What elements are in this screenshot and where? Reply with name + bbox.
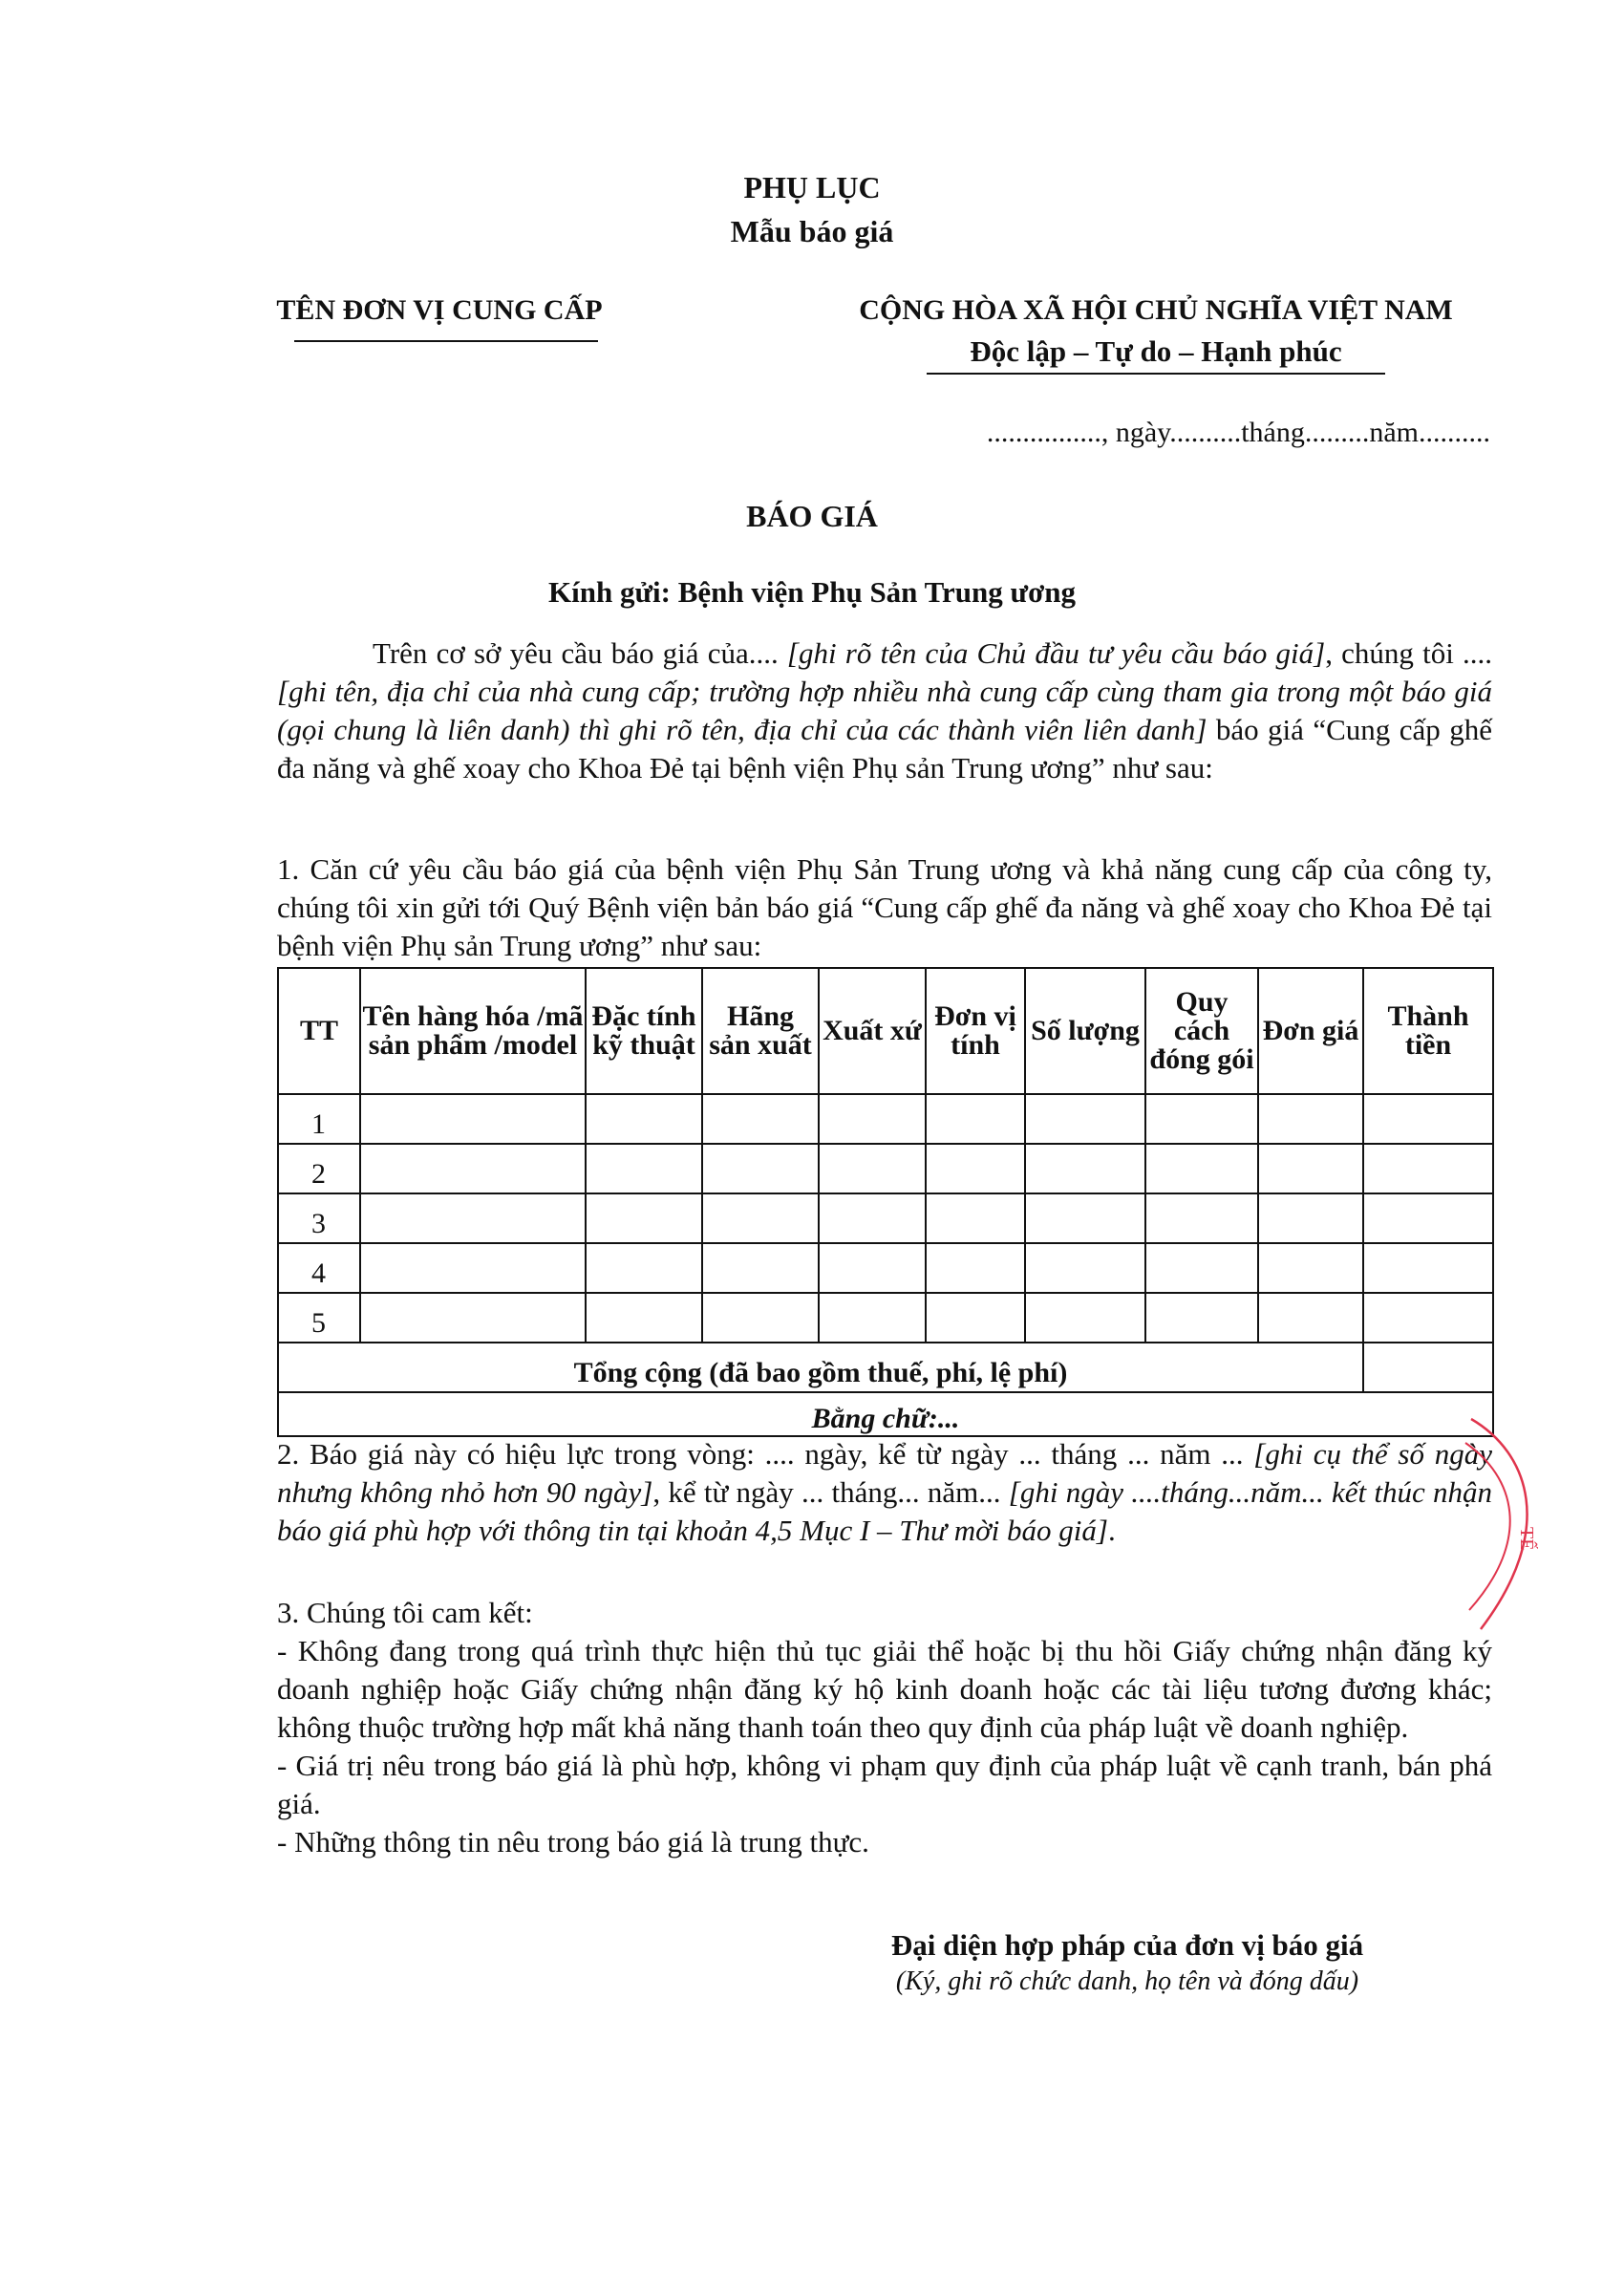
cell (1145, 1293, 1258, 1343)
seal-inner-arc (1465, 1443, 1510, 1610)
cell (819, 1293, 926, 1343)
cell (586, 1144, 702, 1193)
section-2-paragraph (277, 1435, 1492, 1550)
table-row (278, 1144, 1493, 1193)
cell (926, 1293, 1025, 1343)
section-2-text-3: . (1107, 1514, 1116, 1547)
document-title: BÁO GIÁ (746, 499, 878, 533)
intro-text-1: Trên cơ sở yêu cầu báo giá của.... (373, 636, 787, 670)
table-row (278, 1193, 1493, 1243)
cell (926, 1243, 1025, 1293)
date-line: ................, ngày..........tháng.........năm.......... (986, 417, 1490, 448)
cell (1363, 1193, 1493, 1243)
seal-text: TẾ (1516, 1527, 1537, 1551)
table-header-row (278, 968, 1493, 1094)
cell (926, 1094, 1025, 1144)
intro-text-3: báo giá “Cung cấp ghế đa năng và ghế xoay cho Khoa Đẻ tại bệnh viện Phụ sản Trung ương” như sau: (277, 713, 1492, 784)
commitment-item: - Giá trị nêu trong báo giá là phù hợp, không vi phạm quy định của pháp luật về cạnh tranh, bán phá giá. (277, 1749, 1492, 1820)
supplier-name: TÊN ĐƠN VỊ CUNG CẤP (276, 294, 603, 326)
total-amount-cell (1363, 1343, 1493, 1392)
section-2-text-1: 2. Báo giá này có hiệu lực trong vòng: .... ngày, kể từ ngày ... tháng ... năm ... (277, 1437, 1254, 1471)
cell (702, 1094, 819, 1144)
intro-note-2: [ghi tên, địa chỉ của nhà cung cấp; trường hợp nhiều nhà cung cấp cùng tham gia trong một báo giá (gọi chung là liên danh) thì ghi rõ tên, địa chỉ của các thành viên liên danh] (277, 675, 1492, 746)
row-number: 2 (278, 1144, 360, 1193)
section-2-note-2: [ghi ngày ....tháng...năm... kết thúc nhận báo giá phù hợp với thông tin tại khoản 4,5 Mục I – Thư mời báo giá] (277, 1475, 1492, 1547)
cell (1363, 1243, 1493, 1293)
intro-paragraph (277, 634, 1492, 787)
row-number: 5 (278, 1293, 360, 1343)
section-1-paragraph: 1. Căn cứ yêu cầu báo giá của bệnh viện Phụ Sản Trung ương và khả năng cung cấp của công ty, chúng tôi xin gửi tới Quý Bệnh viện bản báo giá “Cung cấp ghế đa năng và ghế xoay cho Khoa Đẻ tại bệnh viện Phụ sản Trung ương” như sau: (277, 852, 1492, 962)
cell (1025, 1293, 1145, 1343)
header-amount: Thành tiền (1363, 968, 1493, 1094)
section-2-note-1: [ghi cụ thể số ngày nhưng không nhỏ hơn 90 ngày] (277, 1437, 1492, 1509)
table-row (278, 1293, 1493, 1343)
cell (702, 1243, 819, 1293)
cell (360, 1243, 586, 1293)
row-number: 3 (278, 1193, 360, 1243)
appendix-subtitle: Mẫu báo giá (730, 214, 894, 248)
cell (1258, 1193, 1363, 1243)
cell (1025, 1144, 1145, 1193)
cell (1258, 1144, 1363, 1193)
cell (1025, 1193, 1145, 1243)
cell (586, 1193, 702, 1243)
cell (702, 1293, 819, 1343)
cell (1363, 1144, 1493, 1193)
header-quantity: Số lượng (1025, 968, 1145, 1094)
signer-title: Đại diện hợp pháp của đơn vị báo giá (890, 1928, 1364, 1962)
cell (702, 1193, 819, 1243)
commitment-item: - Không đang trong quá trình thực hiện thủ tục giải thể hoặc bị thu hồi Giấy chứng nhận đăng ký doanh nghiệp hoặc Giấy chứng nhận đăng ký hộ kinh doanh hoặc các tài liệu tương đương khác; không thuộc trường hợp mất khả năng thanh toán theo quy định của pháp luật về doanh nghiệp. (277, 1634, 1492, 1744)
section-2-text-2: , kể từ ngày ... tháng... năm... (652, 1475, 1009, 1509)
header-packing: Quy cách đóng gói (1145, 968, 1258, 1094)
cell (1025, 1094, 1145, 1144)
header-unit: Đơn vị tính (926, 968, 1025, 1094)
intro-note-1: [ghi rõ tên của Chủ đầu tư yêu cầu báo giá] (786, 636, 1326, 670)
signer-note: (Ký, ghi rõ chức danh, họ tên và đóng dấu) (895, 1966, 1359, 1996)
commitment-item: - Những thông tin nêu trong báo giá là trung thực. (277, 1825, 869, 1859)
cell (926, 1144, 1025, 1193)
cell (360, 1144, 586, 1193)
cell (586, 1293, 702, 1343)
header-technical-spec: Đặc tính kỹ thuật (586, 968, 702, 1094)
cell (1258, 1293, 1363, 1343)
cell (926, 1193, 1025, 1243)
cell (819, 1243, 926, 1293)
cell (702, 1144, 819, 1193)
table-row (278, 1094, 1493, 1144)
cell (1145, 1243, 1258, 1293)
appendix-title: PHỤ LỤC (743, 170, 881, 204)
cell (360, 1193, 586, 1243)
section-3-heading: 3. Chúng tôi cam kết: (277, 1596, 533, 1629)
amount-in-words: Bằng chữ:... (278, 1392, 1493, 1436)
cell (819, 1144, 926, 1193)
nation-title: CỘNG HÒA XÃ HỘI CHỦ NGHĨA VIỆT NAM (859, 294, 1453, 326)
cell (1145, 1193, 1258, 1243)
cell (1145, 1144, 1258, 1193)
cell (1145, 1094, 1258, 1144)
intro-text-2: , chúng tôi .... (1325, 636, 1492, 670)
table-row (278, 1243, 1493, 1293)
cell (1025, 1243, 1145, 1293)
row-number: 1 (278, 1094, 360, 1144)
cell (1258, 1094, 1363, 1144)
cell (360, 1094, 586, 1144)
motto-underline (927, 373, 1385, 375)
cell (1363, 1094, 1493, 1144)
cell (1363, 1293, 1493, 1343)
header-tt: TT (278, 968, 360, 1094)
supplier-underline (294, 340, 598, 342)
total-label: Tổng cộng (đã bao gồm thuế, phí, lệ phí) (278, 1343, 1363, 1392)
cell (586, 1243, 702, 1293)
cell (360, 1293, 586, 1343)
cell (586, 1094, 702, 1144)
header-unit-price: Đơn giá (1258, 968, 1363, 1094)
table-total-row (278, 1343, 1493, 1392)
section-3 (277, 1594, 1492, 1861)
cell (819, 1094, 926, 1144)
header-origin: Xuất xứ (819, 968, 926, 1094)
cell (1258, 1243, 1363, 1293)
row-number: 4 (278, 1243, 360, 1293)
header-manufacturer: Hãng sản xuất (702, 968, 819, 1094)
addressee: Kính gửi: Bệnh viện Phụ Sản Trung ương (548, 575, 1076, 609)
red-seal-fragment (1462, 1414, 1576, 1634)
table-words-row (278, 1392, 1493, 1436)
cell (819, 1193, 926, 1243)
header-product-name: Tên hàng hóa /mã sản phẩm /model (360, 968, 586, 1094)
quote-table (277, 967, 1494, 1437)
nation-motto: Độc lập – Tự do – Hạnh phúc (970, 334, 1342, 368)
